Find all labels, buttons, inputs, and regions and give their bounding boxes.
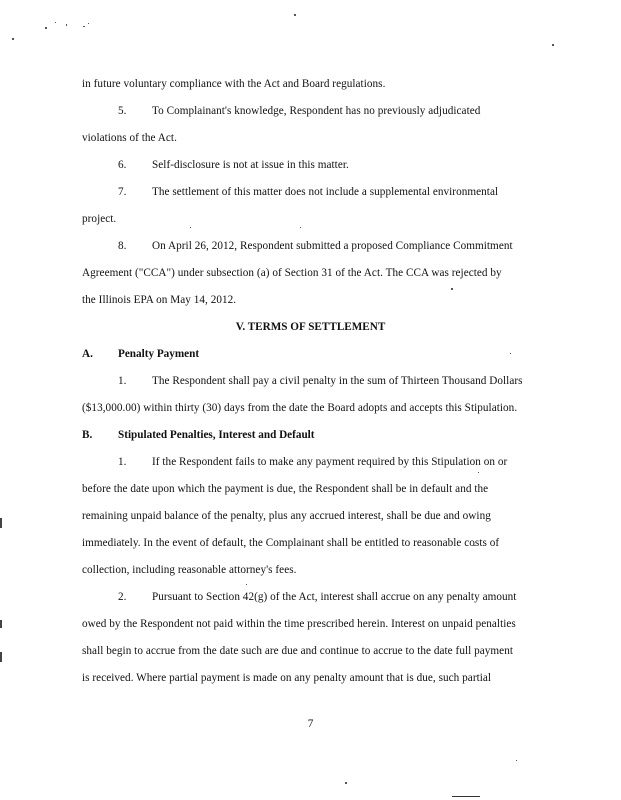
paragraph-number: 1.: [118, 375, 127, 387]
scan-speck: [451, 288, 453, 290]
page-number: 7: [307, 718, 314, 730]
text-line: Pursuant to Section 42(g) of the Act, interest shall accrue on any penalty amount: [152, 591, 517, 603]
subheading-title: Stipulated Penalties, Interest and Default: [118, 429, 315, 441]
text-line: collection, including reasonable attorney's fees.: [82, 564, 297, 576]
margin-mark: [0, 518, 2, 528]
scan-speck: [66, 24, 67, 26]
margin-mark: [0, 652, 2, 662]
paragraph-number: 7.: [118, 186, 127, 198]
scan-speck: [510, 353, 511, 354]
scan-speck: [294, 14, 296, 16]
text-line: On April 26, 2012, Respondent submitted a proposed Compliance Commitment: [152, 240, 513, 252]
text-line: shall begin to accrue from the date such are due and continue to accrue to the date full payment: [82, 645, 513, 657]
text-line: The settlement of this matter does not include a supplemental environmental: [152, 186, 499, 198]
subheading-letter: A.: [82, 348, 93, 360]
text-line: in future voluntary compliance with the Act and Board regulations.: [82, 78, 386, 90]
paragraph-number: 6.: [118, 159, 127, 171]
text-line: owed by the Respondent not paid within the time prescribed herein. Interest on unpaid penalties: [82, 618, 516, 630]
subheading-title: Penalty Payment: [118, 348, 200, 360]
scan-speck: [83, 26, 85, 27]
scan-speck: [246, 584, 247, 585]
scan-speck: [516, 760, 517, 761]
subheading-letter: B.: [82, 429, 93, 441]
section-heading: V. TERMS OF SETTLEMENT: [235, 321, 386, 333]
text-line: To Complainant's knowledge, Respondent has no previously adjudicated: [152, 105, 481, 117]
text-line: immediately. In the event of default, the Complainant shall be entitled to reasonable costs of: [82, 537, 500, 549]
scan-speck: [12, 38, 14, 40]
paragraph-number: 2.: [118, 591, 127, 603]
margin-mark: [0, 620, 2, 628]
scan-speck: [190, 227, 191, 228]
scan-speck: [478, 472, 479, 473]
text-line: If the Respondent fails to make any payment required by this Stipulation on or: [152, 456, 508, 468]
text-line: violations of the Act.: [82, 132, 177, 144]
scan-speck: [345, 782, 347, 784]
scan-speck: [552, 44, 554, 46]
text-line: before the date upon which the payment is due, the Respondent shall be in default and the: [82, 483, 489, 495]
text-line: ($13,000.00) within thirty (30) days from the date the Board adopts and accepts this Stipulation.: [82, 402, 518, 414]
text-line: The Respondent shall pay a civil penalty in the sum of Thirteen Thousand Dollars: [152, 375, 523, 387]
scan-speck: [55, 22, 56, 23]
paragraph-number: 5.: [118, 105, 127, 117]
paragraph-number: 8.: [118, 240, 127, 252]
text-line: is received. Where partial payment is made on any penalty amount that is due, such partial: [82, 672, 492, 684]
scan-speck: [300, 227, 301, 228]
text-line: project.: [82, 213, 117, 225]
text-line: the Illinois EPA on May 14, 2012.: [82, 294, 237, 306]
text-line: Agreement ("CCA") under subsection (a) of Section 31 of the Act. The CCA was rejected by: [82, 267, 502, 279]
text-line: remaining unpaid balance of the penalty, plus any accrued interest, shall be due and owing: [82, 510, 491, 522]
text-line: Self-disclosure is not at issue in this matter.: [152, 159, 349, 171]
scan-speck: [45, 27, 47, 29]
paragraph-number: 1.: [118, 456, 127, 468]
bottom-rule: [452, 796, 480, 797]
scan-speck: [88, 23, 89, 24]
